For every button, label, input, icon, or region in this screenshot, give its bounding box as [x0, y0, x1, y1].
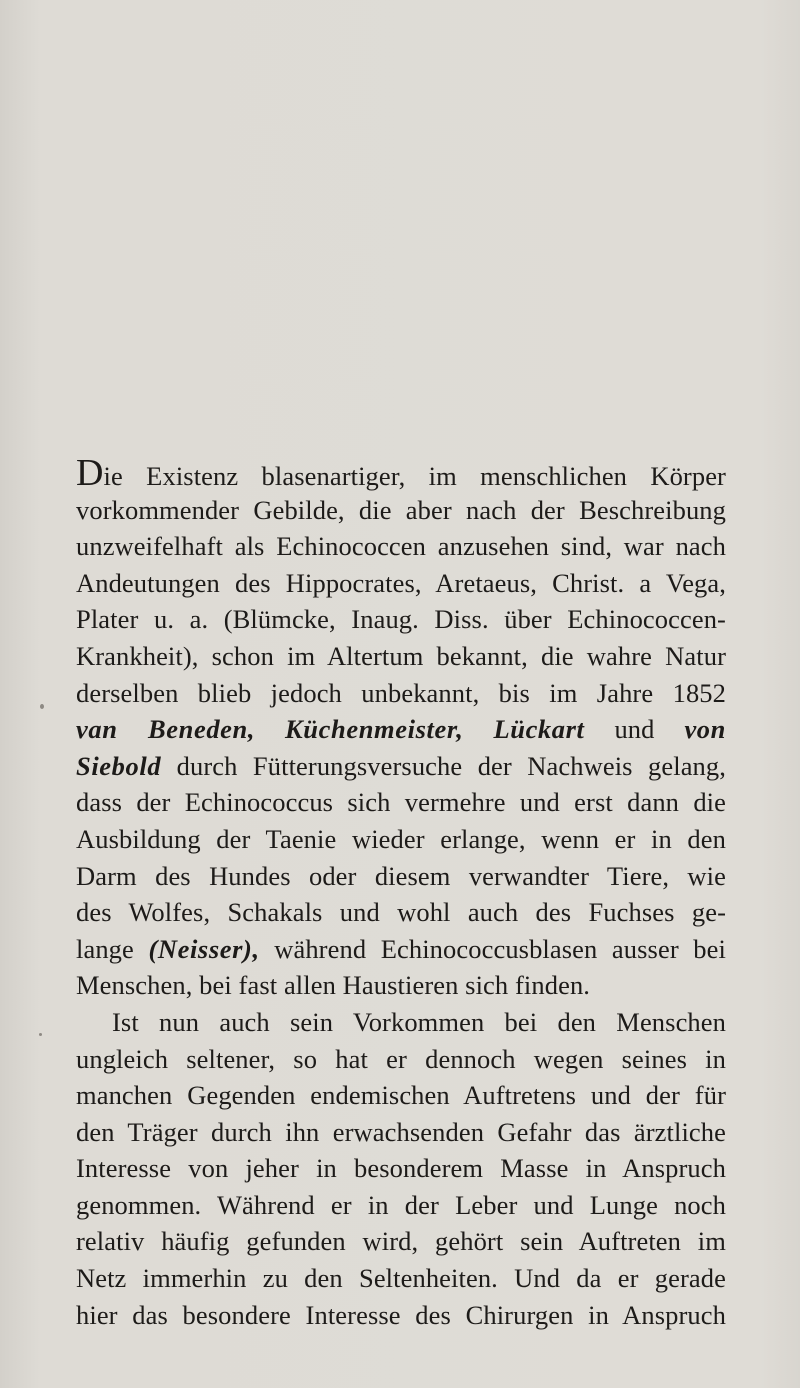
text-line: unzweifelhaft als Echinococcen anzusehen sind, war nach	[76, 531, 726, 562]
text-line: vorkommender Gebilde, die aber nach der Beschreibung	[76, 494, 726, 525]
text-line: derselben blieb jedoch unbekannt, bis im Jahre 1852	[76, 677, 726, 708]
text-line: Andeutungen des Hippocrates, Aretaeus, Christ. a Vega,	[76, 567, 726, 598]
text-line: Darm des Hundes oder diesem verwandter Tiere, wie	[76, 860, 726, 891]
text-line: Interesse von jeher in besonderem Masse in Anspruch	[76, 1153, 726, 1184]
paper-speck	[40, 704, 44, 709]
text-line: den Träger durch ihn erwachsenden Gefahr das ärztliche	[76, 1116, 726, 1147]
text-line: genommen. Während er in der Leber und Lunge noch	[76, 1189, 726, 1220]
author-name: Küchenmeister,	[285, 714, 464, 745]
text-line: hier das besondere Interesse des Chirurgen in Anspruch	[76, 1299, 726, 1330]
text-line: Siebold durch Fütterungsversuche der Nachweis gelang,	[76, 750, 726, 781]
paragraph-2	[76, 1004, 726, 1333]
text-line: manchen Gegenden endemischen Auftretens und der für	[76, 1080, 726, 1111]
text-line: des Wolfes, Schakals und wohl auch des Fuchses ge-	[76, 897, 726, 928]
text-line: Menschen, bei fast allen Haustieren sich finden.	[76, 970, 591, 1001]
body-text	[76, 452, 726, 1333]
author-name: van Beneden,	[76, 714, 256, 745]
text-line: lange (Neisser), während Echinococcusblasen ausser bei	[76, 933, 726, 964]
author-name: Lückart	[493, 714, 585, 745]
text-line: Ist nun auch sein Vorkommen bei den Menschen	[112, 1006, 726, 1037]
text-line: Ausbildung der Taenie wieder erlange, wenn er in den	[76, 823, 726, 854]
author-name: (Neisser),	[148, 933, 260, 964]
drop-cap: D	[76, 452, 104, 494]
paper-speck	[39, 1033, 42, 1036]
text-line: Netz immerhin zu den Seltenheiten. Und da er gerade	[76, 1263, 726, 1294]
author-name: Siebold	[76, 750, 162, 781]
text-line: relativ häufig gefunden wird, gehört sein Auftreten im	[76, 1226, 726, 1257]
author-name: von	[684, 714, 726, 745]
text-line: dass der Echinococcus sich vermehre und erst dann die	[76, 787, 726, 818]
text-line: van Beneden, Küchenmeister, Lückart und von	[76, 714, 726, 745]
paragraph-1	[76, 452, 726, 1004]
text-line: ungleich seltener, so hat er dennoch wegen seines in	[76, 1043, 726, 1074]
text-line: Die Existenz blasenartiger, im menschlichen Körper	[76, 452, 726, 494]
text-line: Krankheit), schon im Altertum bekannt, die wahre Natur	[76, 640, 726, 671]
text-line: Plater u. a. (Blümcke, Inaug. Diss. über Echinococcen-	[76, 604, 726, 635]
